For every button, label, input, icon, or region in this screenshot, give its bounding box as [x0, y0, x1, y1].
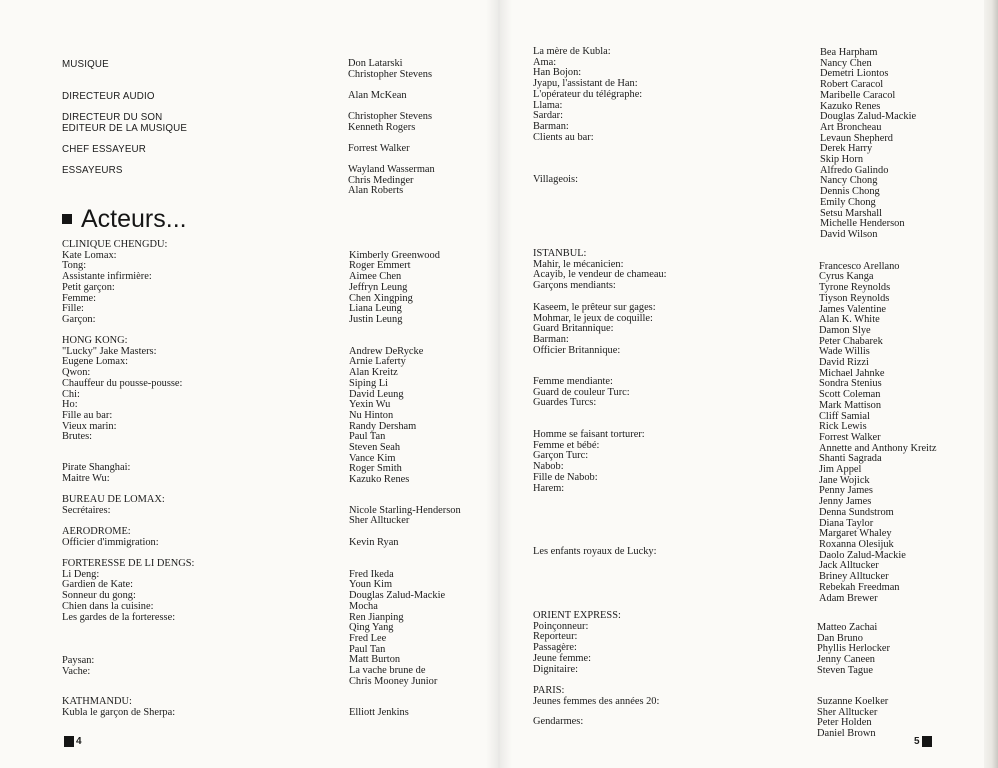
- crew-names-testers: Wayland Wasserman Chris Medinger Alan Roberts: [348, 164, 435, 197]
- crew-names-music: Don Latarski Christopher Stevens: [348, 58, 432, 80]
- cast-roles-kathmandu: KATHMANDU: Kubla le garçon de Sherpa:: [62, 696, 176, 718]
- crew-role-sound-director: DIRECTEUR DU SON EDITEUR DE LA MUSIQUE: [62, 112, 188, 134]
- cast-roles-istanbul: ISTANBUL: Mahir, le mécanicien: Acayib, le vendeur de chameau: Garçons mendiants:: [533, 248, 667, 292]
- cast-names-airfield: Kevin Ryan: [349, 536, 399, 548]
- cast-roles-kubla-village: La mère de Kubla: Ama: Han Bojon: Jyapu, l'assistant de Han: L'opérateur du télégraphe: Llama: Sardar: Barman: Clients au bar:: [533, 46, 643, 143]
- cast-names-kathmandu: Elliott Jenkins: [349, 706, 409, 718]
- crew-role-testers: ESSAYEURS: [62, 165, 123, 176]
- cast-names-li-deng-fortress: Fred Ikeda Youn Kim Douglas Zalud-Mackie Mocha Ren Jianping Qing Yang Fred Lee Paul Tan Matt Burton La vache brune de Chris Mooney Junior: [349, 568, 446, 687]
- crew-role-lead-tester: CHEF ESSAYEUR: [62, 144, 146, 155]
- cast-roles-airfield: AERODROME: Officier d'immigration:: [62, 526, 159, 548]
- page-number-left-text: 4: [76, 736, 82, 747]
- page-edge: [984, 0, 998, 768]
- cast-roles-villagers: Villageois:: [533, 174, 578, 185]
- cast-roles-royal-children: Les enfants royaux de Lucky:: [533, 546, 657, 557]
- cast-roles-peasant: Paysan: Vache:: [62, 655, 95, 677]
- cast-heading-text: Acteurs...: [81, 205, 187, 233]
- cast-roles-li-deng-fortress: FORTERESSE DE LI DENGS: Li Deng: Gardien de Kate: Sonneur du gong: Chien dans la cuisine: Les gardes de la forteresse:: [62, 558, 195, 623]
- cast-roles-pawnbroker: Kaseem, le prêteur sur gages: Mohmar, le jeux de coquille: Guard Britannique: Barman: Officier Britannique:: [533, 302, 656, 356]
- heading-bullet-square: [62, 214, 72, 224]
- cast-roles-orient-express: ORIENT EXPRESS: Poinçonneur: Reporteur: Passagère: Jeune femme: Dignitaire:: [533, 610, 621, 675]
- cast-heading: [62, 204, 187, 234]
- crew-names-sound-director: Christopher Stevens Kenneth Rogers: [348, 111, 432, 133]
- cast-roles-tortured-man: Homme se faisant torturer: Femme et bébé: Garçon Turc: Nabob: Fille de Nabob: Harem:: [533, 429, 645, 494]
- page-number-right-text: 5: [914, 736, 920, 747]
- cast-roles-lomax-office: BUREAU DE LOMAX: Secrétaires:: [62, 494, 165, 516]
- cast-names-kubla-village: Bea Harpham Nancy Chen Demetri Liontos Robert Caracol Maribelle Caracol Kazuko Renes Douglas Zalud-Mackie Art Broncheau Levaun Shepherd Derek Harry Skip Horn Alfredo Galindo Nancy Chong Dennis Chong Emily Chong Setsu Marshall Michelle Henderson David Wilson: [820, 47, 917, 240]
- cast-names-paris: Suzanne Koelker Sher Alltucker Peter Holden Daniel Brown: [817, 696, 889, 740]
- page-number-right: [914, 736, 932, 747]
- cast-names-hong-kong: Andrew DeRycke Arnie Laferty Alan Kreitz Siping Li David Leung Yexin Wu Nu Hinton Randy Dersham Paul Tan Steven Seah Vance Kim Roger Smith Kazuko Renes: [349, 345, 424, 486]
- cast-roles-hong-kong: HONG KONG: "Lucky" Jake Masters: Eugene Lomax: Qwon: Chauffeur du pousse-pousse: Chi: Ho: Fille au bar: Vieux marin: Brutes:: [62, 335, 183, 443]
- cast-roles-shanghai: Pirate Shanghai: Maitre Wu:: [62, 462, 131, 484]
- cast-roles-beggar-woman: Femme mendiante: Guard de couleur Turc: Guardes Turcs:: [533, 376, 630, 409]
- page-number-square: [64, 736, 74, 747]
- page-gutter: [486, 0, 512, 768]
- cast-names-lomax-office: Nicole Starling-Henderson Sher Alltucker: [349, 504, 461, 527]
- page-number-left: [64, 736, 82, 747]
- crew-role-music: MUSIQUE: [62, 59, 109, 70]
- cast-names-istanbul: Francesco Arellano Cyrus Kanga Tyrone Reynolds Tiyson Reynolds James Valentine Alan K. White Damon Slye Peter Chabarek Wade Willis David Rizzi Michael Jahnke Sondra Stenius Scott Coleman Mark Mattison Cliff Samial Rick Lewis Forrest Walker Annette and Anthony Kreitz Shanti Sagrada Jim Appel Jane Wojick Penny James Jenny James Denna Sundstrom Diana Taylor Margaret Whaley Roxanna Olesijuk Daolo Zalud-Mackie Jack Alltucker Briney Alltucker Rebekah Freedman Adam Brewer: [819, 260, 937, 604]
- cast-names-orient-express: Matteo Zachai Dan Bruno Phyllis Herlocker Jenny Caneen Steven Tague: [817, 622, 891, 676]
- cast-roles-chengdu: CLINIQUE CHENGDU: Kate Lomax: Tong: Assistante infirmière: Petit garçon: Femme: Fille: Garçon:: [62, 239, 168, 325]
- cast-names-chengdu: Kimberly Greenwood Roger Emmert Aimee Chen Jeffryn Leung Chen Xingping Liana Leung Justin Leung: [349, 249, 440, 325]
- cast-roles-paris: PARIS: Jeunes femmes des années 20:: [533, 685, 660, 707]
- crew-names-lead-tester: Forrest Walker: [348, 143, 410, 154]
- crew-role-audio-director: DIRECTEUR AUDIO: [62, 91, 155, 102]
- page-number-square: [922, 736, 932, 747]
- cast-roles-gendarmes: Gendarmes:: [533, 716, 584, 727]
- crew-names-audio-director: Alan McKean: [348, 90, 407, 101]
